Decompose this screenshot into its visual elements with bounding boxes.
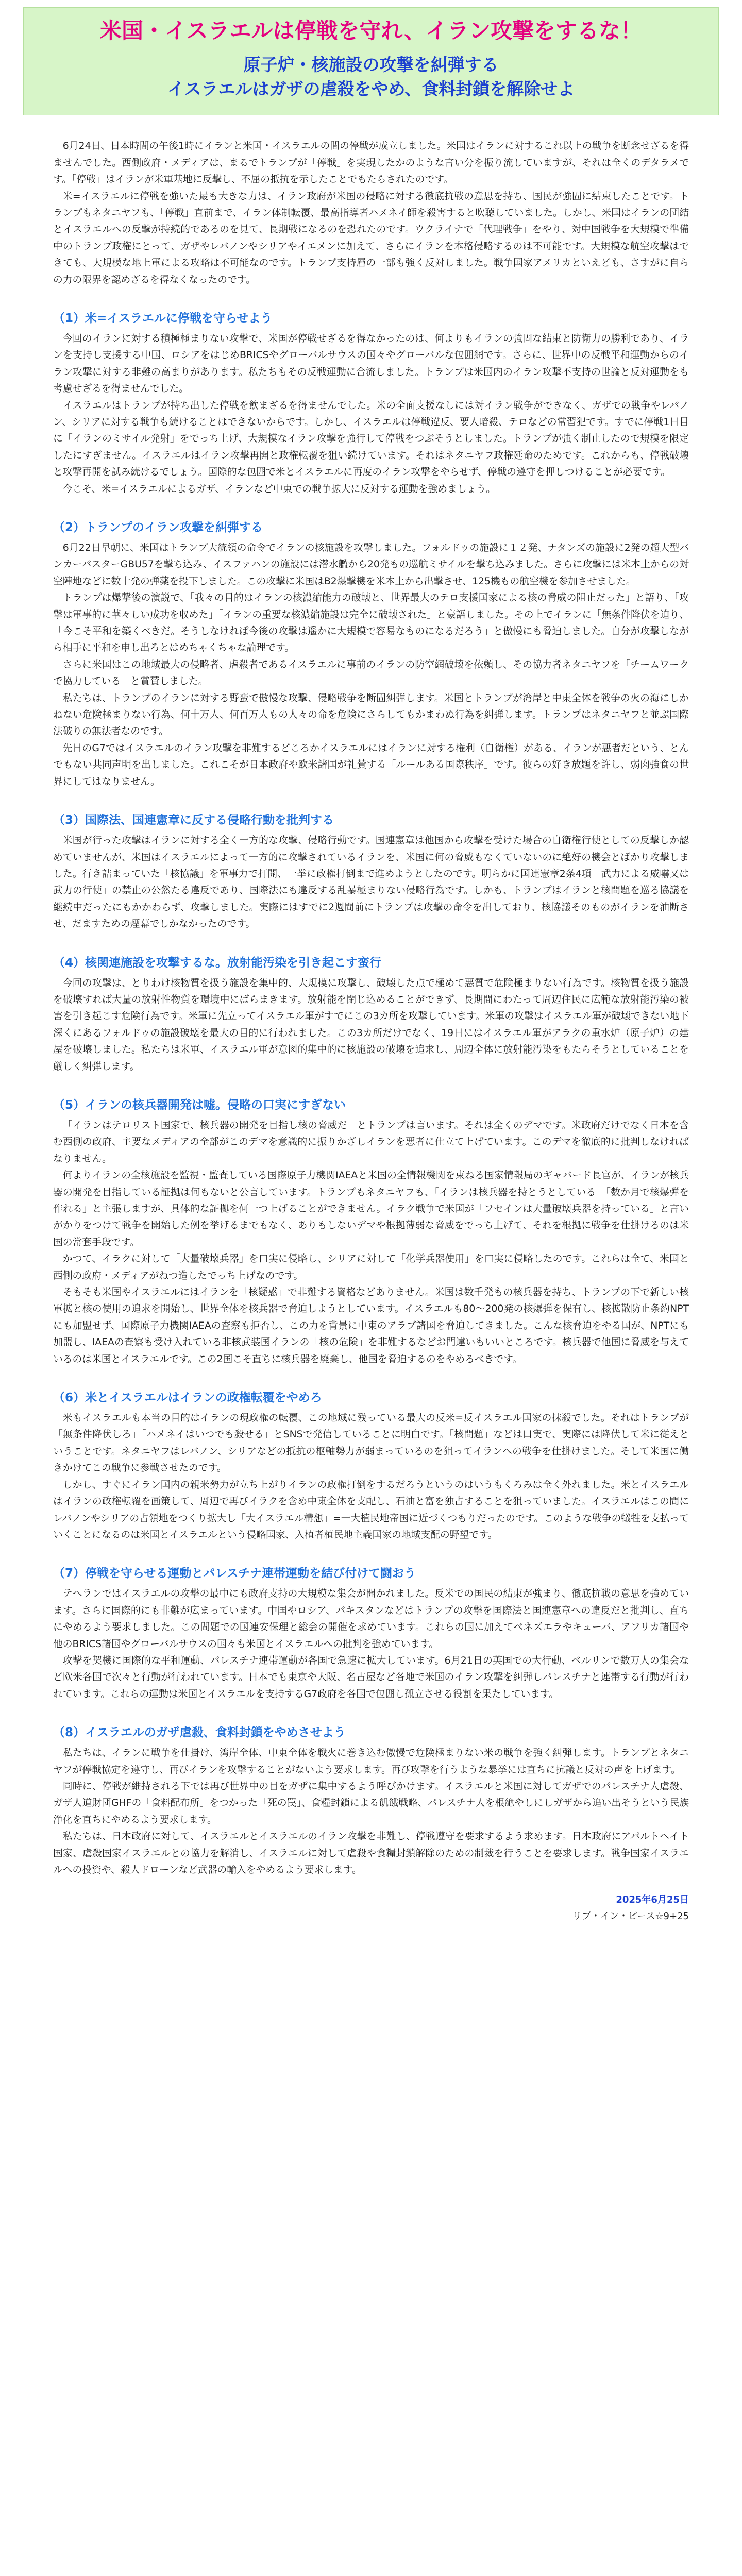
section-title: （3）国際法、国連憲章に反する侵略行動を批判する (53, 814, 334, 827)
signature-date: 2025年6月25日 (616, 1894, 689, 1906)
section-body (23, 331, 719, 498)
section (23, 518, 719, 790)
page-subtitle-1: 原子炉・核施設の攻撃を糾弾する (243, 54, 499, 75)
section-title: （4）核関連施設を攻撃するな。放射能汚染を引き起こす蛮行 (53, 956, 382, 970)
intro-paragraph: 米=イスラエルに停戦を強いた最も大きな力は、イラン政府が米国の侵略に対する徹底抗戦の意思を持ち、国民が強固に結束したことです。トランプもネタニヤフも、「停戦」直前まで、イラン体制転覆、最高指導者ハメネイ師を殺害すると吹聴していました。しかし、米国はイランの団結とイスラエルへの反撃が持続的であるのを見て、長期戦になるのを恐れたのです。ウクライナで「代理戦争」をやり、対中国戦争を大規模で準備中のトランプ政権にとって、ガザやレバノンやシリアやイエメンに加えて、さらにイランを本格侵略するのは不可能です。大規模な航空攻撃はできても、大規模な地上軍による攻略は不可能なのです。トランプ支持層の一部も強く反対しました。戦争国家アメリカといえども、さすがに自らの力の限界を認めざるを得なくなったのです。 (53, 191, 689, 285)
section (23, 309, 719, 498)
section-body (23, 975, 719, 1075)
section-paragraph: 今回のイランに対する積極極まりない攻撃で、米国が停戦せざるを得なかったのは、何よりもイランの強固な結束と防衛力の勝利であり、イランを支持し支援する中国、ロシアをはじめBRICSやグローバルサウスの国々やグローバルな包囲網です。さらに、世界中の反戦平和運動からのイラン攻撃に対する非難の高まりがあります。私たちもその反戦運動に合流しました。トランプは米国内のイラン攻撃不支持の世論と反対運動をも考慮せざるを得ませんでした。 (53, 333, 689, 395)
section-title: （7）停戦を守らせる運動とパレスチナ連帯運動を結び付けて闘おう (53, 1567, 416, 1581)
section (23, 1096, 719, 1368)
section-paragraph: 何よりイランの全核施設を監視・監査している国際原子力機関IAEAと米国の全情報機関を束ねる国家情報局のギャバード長官が、イランが核兵器の開発を目指している証拠は何もないと公言しています。トランプもネタニヤフも、「イランは核兵器を持とうとしている」「数か月で核爆弾を作れる」と主張しますが、具体的な証拠を何一つ上げることができません。イラク戦争で米国が「フセインは大量破壊兵器を持っている」と言いがかりをつけて戦争を開始した例を挙げるまでもなく、ありもしないデマや根拠薄弱な脅威をでっち上げて、それを根拠に戦争を仕掛けるのは米国の常套手段です。 (53, 1170, 689, 1248)
signature-author: リブ・イン・ピース☆9+25 (572, 1911, 689, 1922)
section-paragraph: かつて、イラクに対して「大量破壊兵器」を口実に侵略し、シリアに対して「化学兵器使用」を口実に侵略したのです。これらは全て、米国と西側の政府・メディアがねつ造したでっち上げなのです。 (53, 1253, 689, 1281)
section-paragraph: イスラエルはトランプが持ち出した停戦を飲まざるを得ませんでした。米の全面支援なしには対イラン戦争ができなく、ガザでの戦争やレバノン、シリアに対する戦争も続けることはできないからです。しかし、イスラエルは停戦違反、要人暗殺、テロなどの常習犯です。すでに停戦1日目に「イランのミサイル発射」をでっち上げ、大規模なイラン攻撃を強行して停戦をつぶそうとしました。トランプが強く制止したので規模を限定したにすぎません。イスラエルはイラン攻撃再開と政権転覆を狙い続けています。それはネタニヤフ政権延命のためです。これからも、停戦破壊と攻撃再開を試み続けるでしょう。国際的な包囲で米とイスラエルに再度のイラン攻撃をやらせず、停戦の遵守を押しつけることが必要です。 (53, 400, 689, 478)
section-body (23, 1586, 719, 1703)
section-paragraph: 私たちは、トランプのイランに対する野蛮で傲慢な攻撃、侵略戦争を断固糾弾します。米国とトランプが湾岸と中東全体を戦争の火の海にしかねない危険極まりない行為、何十万人、何百万人もの人々の命を危険にさらしてもかまわぬ行為を糾弾します。トランプはネタニヤフと並ぶ国際法破りの無法者なのです。 (53, 692, 689, 737)
section-title: （1）米=イスラエルに停戦を守らせよう (53, 311, 273, 325)
section-paragraph: テヘランではイスラエルの攻撃の最中にも政府支持の大規模な集会が開かれました。反米での国民の結束が強まり、徹底抗戦の意思を強めています。さらに国際的にも非難が広まっています。中国やロシア、パキスタンなどはトランプの攻撃を国際法と国連憲章への違反だと批判し、直ちにやめるよう要求しました。この問題での国連安保理と総会の開催を求めています。これらの国に加えてベネズエラやキューバ、アフリカ諸国や他のBRICS諸国やグローバルサウスの国々も米国とイスラエルへの批判を強めています。 (53, 1588, 689, 1650)
section-paragraph: 私たちは、日本政府に対して、イスラエルとイスラエルのイラン攻撃を非難し、停戦遵守を要求するよう求めます。日本政府にアパルトヘイト国家、虐殺国家イスラエルとの協力を解消し、イスラエルに対して虐殺や食糧封鎖解除のための制裁を行うことを要求します。戦争国家イスラエルへの投資や、殺人ドローンなど武器の輸入をやめるよう要求します。 (53, 1831, 689, 1875)
title-box (23, 7, 719, 115)
section-paragraph: 私たちは、イランに戦争を仕掛け、湾岸全体、中東全体を戦火に巻き込む傲慢で危険極まりない米の戦争を強く糾弾します。トランプとネタニヤフが停戦協定を遵守し、再びイランを攻撃することがないよう要求します。再び攻撃を行うような暴挙には直ちに抗議と反対の声を上げます。 (53, 1748, 689, 1775)
section-paragraph: 攻撃を契機に国際的な平和運動、パレスチナ連帯運動が各国で急速に拡大しています。6月21日の英国での大行動、ベルリンで数万人の集会など欧米各国で次々と行動が行われています。日本でも東京や大阪、名古屋など各地で米国のイラン攻撃を糾弾しパレスチナと連帯する行動が行われています。これらの運動は米国とイスラエルを支持するG7政府を各国で包囲し孤立させる役割を果たしています。 (53, 1655, 689, 1700)
section-paragraph: 同時に、停戦が維持される下では再び世界中の目をガザに集中するよう呼びかけます。イスラエルと米国に対してガザでのパレスチナ人虐殺、ガザ人道財団GHFの「食料配布所」をつかった「死の罠」、食糧封鎖による飢餓戦略、パレスチナ人を根絶やしにしガザから追い出そうという民族浄化を直ちにやめるよう要求します。 (53, 1781, 689, 1825)
section-paragraph: さらに米国はこの地域最大の侵略者、虐殺者であるイスラエルに事前のイランの防空網破壊を依頼し、その協力者ネタニヤフを「チームワークで協力している」と賞賛しました。 (53, 659, 689, 687)
page-title: 米国・イスラエルは停戦を守れ、イラン攻撃をするな！ (99, 18, 643, 43)
section-paragraph: トランプは爆撃後の演説で、「我々の目的はイランの核濃縮能力の破壊と、世界最大のテロ支援国家による核の脅威の阻止だった」と語り、「攻撃は軍事的に華々しい成功を収めた」「イランの重要な核濃縮施設は完全に破壊された」と豪語しました。その上でイランに「無条件降伏を迫り、「今こそ平和を築くべきだ。そうしなければ今後の攻撃は遥かに大規模で容易なものになるだろう」と傲慢にも脅迫しました。自分が攻撃しながら相手に平和を申し出ろとはめちゃくちゃな論理です。 (53, 592, 689, 654)
signature (23, 1892, 719, 1925)
page-subtitle-2: イスラエルはガザの虐殺をやめ、食料封鎖を解除せよ (167, 79, 575, 99)
section (23, 954, 719, 1075)
section-paragraph: そもそも米国やイスラエルにはイランを「核疑惑」で非難する資格などありません。米国は数千発もの核兵器を持ち、トランプの下で新しい核軍拡と核の使用の追求を開始し、世界全体を核兵器で脅迫しようとしています。イスラエルも80〜200発の核爆弾を保有し、核拡散防止条約NPTにも加盟せず、国際原子力機関IAEAの査察も拒否し、この力を背景に中東のアラブ諸国を脅迫してきました。こんな核脅迫をやる国が、NPTにも加盟し、IAEAの査察も受け入れている非核武装国イランの「核の危険」を非難するなどお門違いもいいところです。核兵器で他国に脅威を与えているのは米国とイスラエルです。この2国こそ直ちに核兵器を廃棄し、他国を脅迫するのをやめるべきです。 (53, 1287, 689, 1365)
intro-paragraph: 6月24日、日本時間の午後1時にイランと米国・イスラエルの間の停戦が成立しました。米国はイランに対するこれ以上の戦争を断念せざるを得ませんでした。西側政府・メディアは、まるでトランプが「停戦」を実現したかのような言い分を振り流していますが、それは全くのデタラメです。「停戦」はイランが米軍基地に反撃し、不屈の抵抗を示したことでもたらされたのです。 (53, 141, 689, 185)
section-paragraph: 今こそ、米=イスラエルによるガザ、イランなど中東での戦争拡大に反対する運動を強めましょう。 (62, 483, 496, 495)
section-paragraph: 今回の攻撃は、とりわけ核物質を扱う施設を集中的、大規模に攻撃し、破壊した点で極めて悪質で危険極まりない行為です。核物質を扱う施設を破壊すれば大量の放射性物質を環境中にばらまきます。放射能を閉じ込めることができず、長期間にわたって周辺住民に広範な放射能汚染の被害を引き起こす危険行為です。米軍に先立ってイスラエル軍がすでにこの3カ所を攻撃しています。米軍の攻撃はイスラエル軍が破壊できない地下深くにあるフォルドゥの施設破壊を最大の目的に行われました。この3カ所だけでなく、19日にはイスラエル軍がアラクの重水炉（原子炉）の建屋を破壊しました。私たちは米軍、イスラエル軍が意図的集中的に核施設の破壊を追求し、周辺全体に放射能汚染をもたらそうとしていることを厳しく糾弾します。 (53, 977, 689, 1072)
intro (23, 138, 719, 289)
section-title: （2）トランプのイラン攻撃を糾弾する (53, 521, 263, 534)
section-paragraph: 先日のG7ではイスラエルのイラン攻撃を非難するどころかイスラエルにはイランに対する権利（自衛権）がある、イランが悪者だという、とんでもない共同声明を出しました。これこそが日本政府や欧米諸国が礼賛する「ルールある国際秩序」です。彼らの好き放題を許し、弱肉強食の世界にしてはなりません。 (53, 742, 689, 787)
section (23, 1723, 719, 1878)
section-paragraph: 米もイスラエルも本当の目的はイランの現政権の転覆、この地域に残っている最大の反米=反イスラエル国家の抹殺でした。それはトランプが「無条件降伏しろ」「ハメネイはいつでも殺せる」とSNSで発信していることに明白です。「核問題」などは口実で、実際には降伏して米に従えということです。ネタニヤフはレバノン、シリアなどの抵抗の枢軸勢力が弱まっているのを狙ってイランへの戦争を仕掛けました。そして米国に働きかけてこの戦争に参戦させたのです。 (53, 1413, 689, 1474)
page (23, 7, 719, 1925)
section-paragraph: 「イランはテロリスト国家で、核兵器の開発を目指し核の脅威だ」とトランプは言います。それは全くのデマです。米政府だけでなく日本を含む西側の政府、主要なメディアの全部がこのデマを意識的に振りかざしイランを悪者に仕立て上げています。このデマを徹底的に批判しなければなりません。 (53, 1120, 689, 1164)
section (23, 811, 719, 933)
sections (23, 309, 719, 1878)
section-paragraph: 6月22日早朝に、米国はトランプ大統領の命令でイランの核施設を攻撃しました。フォルドゥの施設に１２発、ナタンズの施設に2発の超大型バンカーバスターGBU57を撃ち込み、イスファハンの施設には潜水艦から20発もの巡航ミサイルを撃ち込みました。さらに攻撃には米本土からの対空陣地などに数十発の弾薬を投下しました。この攻撃に米国はB2爆撃機を米本土から出撃させ、125機もの航空機を参加させました。 (53, 543, 689, 587)
section-body (23, 540, 719, 790)
section-title: （5）イランの核兵器開発は嘘。侵略の口実にすぎない (53, 1098, 346, 1112)
section-body (23, 1117, 719, 1368)
section-paragraph: しかし、すぐにイラン国内の親米勢力が立ち上がりイランの政権打倒をするだろうというのはいうもくろみは全く外れました。米とイスラエルはイランの政権転覆を画策して、周辺で再びイラクを含め中東全体を支配し、石油と富を独占することを狙っていました。イスラエルはこの間にレバノンやシリアの占領地をつくり拡大し「大イスラエル構想」=一大植民地帝国に近づくつもりだったのです。このような戦争の犠牲を支払っていくことになるのは米国とイスラエルという侵略国家、入植者植民地主義国家の地域支配の野望です。 (53, 1479, 689, 1540)
section-body (23, 1410, 719, 1544)
section-title: （6）米とイスラエルはイランの政権転覆をやめろ (53, 1391, 322, 1405)
section (23, 1564, 719, 1703)
section-paragraph: 米国が行った攻撃はイランに対する全く一方的な攻撃、侵略行動です。国連憲章は他国から攻撃を受けた場合の自衛権行使としての反撃しか認めていませんが、米国はイスラエルによって一方的に攻撃されているイランを、米国に何の脅威もなくていないのに絶好の機会とばかり攻撃しました。行き詰まっていた「核協議」を軍事力で打開、一挙に政権打倒まで進めようとしたのです。明らかに国連憲章2条4項「武力による威嚇又は武力の行使」の禁止の公然たる違反であり、国際法にも違反する乱暴極まりない侵略行為です。しかも、トランプはイランと核問題を巡る協議を継続中だったにもかかわらず、攻撃しました。実際にはすでに2週間前にトランプは攻撃の命令を出しており、核協議そのものがイランを油断させ、だますための煙幕でしかなかったのです。 (53, 835, 689, 930)
section-body (23, 833, 719, 933)
section-body (23, 1745, 719, 1878)
section (23, 1388, 719, 1544)
section-title: （8）イスラエルのガザ虐殺、食料封鎖をやめさせよう (53, 1726, 346, 1740)
